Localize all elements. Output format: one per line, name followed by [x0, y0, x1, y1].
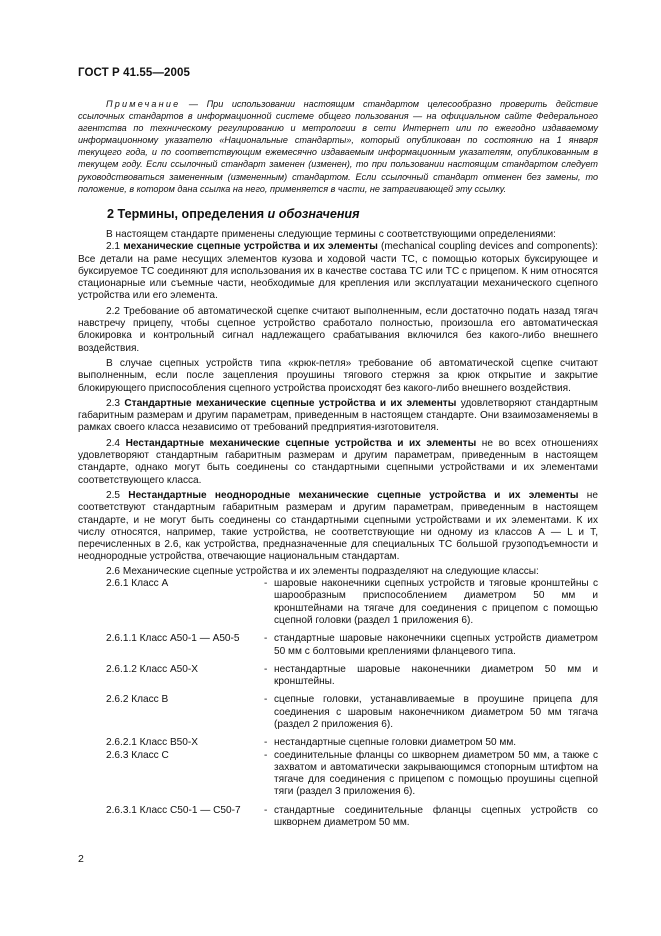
- note-text: — При использовании настоящим стандартом целесообразно проверить действие ссылочных стандартов в информационной системе общего пользования — на официальном сайте Федерального агентства по техническому регулированию и метрологии в сети Интернет или по ежегодно издаваемому информационному указателю «Национальные стандарты», который опубликован по состоянию на 1 января текущего года, и по соответствующим ежемесячно издаваемым информационным указателям, опубликованным в текущем году. Если ссылочный стандарт заменен (изменен), то при пользовании настоящим стандартом следует руководствоваться замененным (измененным) стандартом. Если ссылочный стандарт отменен без замены, то положение, в котором дана ссылка на него, применяется в части, не затрагивающей эту ссылку.: [78, 99, 598, 194]
- paragraph-number: 2.1: [106, 241, 124, 253]
- paragraph-number: 2.5: [106, 489, 129, 501]
- intro-paragraph: В настоящем стандарте применены следующие термины с соответствующими определениями:: [106, 229, 556, 240]
- list-dash: -: [264, 694, 268, 706]
- class-label: 2.6.3 Класс С: [106, 749, 169, 761]
- class-item: [78, 805, 598, 830]
- class-description: [264, 805, 598, 830]
- class-label: 2.6.1.1 Класс А50-1 — А50-5: [106, 633, 240, 645]
- class-description: [264, 633, 598, 658]
- class-item: [78, 694, 598, 731]
- term-2-1: механические сцепные устройства и их элементы: [123, 241, 378, 253]
- paragraph-2-2-continued: В случае сцепных устройств типа «крюк-петля» требование об автоматической сцепке считают выполненным, если после зацепления проушины тягового стержня за крюк открытие и закрытие блокирующего приспособления сцепного устройства происходят без какого-либо внешнего воздействия.: [78, 357, 598, 394]
- standard-code-header: ГОСТ Р 41.55—2005: [78, 67, 190, 79]
- class-label: 2.6.1.2 Класс А50-Х: [106, 663, 199, 675]
- list-dash: -: [264, 578, 268, 590]
- list-dash: -: [264, 663, 268, 675]
- definition-2-3: удовлетворяют стандартным габаритным размерам и другим параметрам, приведенным в настоящем стандарте. Они взаимозаменяемы в рамках своего класса независимо от требований предприятия-изготовителя.: [78, 397, 598, 434]
- class-label: 2.6.2 Класс В: [106, 694, 169, 706]
- definition-2-5: не соответствуют стандартным габаритным размерам и другим параметрам, приведенным в настоящем стандарте, и не могут быть соединены со стандартными сцепными устройствами и их элементами. К их числу относятся, например, такие устройства, не соответствующие ни одному из классов А — L и Т, перечисленных в 2.6, как устройства, предназначенные для специальных ТС большой грузоподъемности и неоднородные устройства, отвечающие национальным стандартам.: [78, 489, 598, 563]
- paragraph-2-2: 2.2 Требование об автоматической сцепке считают выполненным, если достаточно подать назад тягач навстречу прицепу, чтобы сцепное устройство сработало полностью, произошла его автоматическая блокировка и контрольный сигнал надлежащего срабатывания включился без какого-либо внешнего воздействия.: [78, 305, 598, 354]
- list-dash: -: [264, 633, 268, 645]
- paragraph-2-5: [78, 490, 598, 564]
- class-item: [78, 737, 598, 749]
- class-item: [78, 578, 598, 627]
- paragraph-number: 2.3: [106, 397, 125, 409]
- section-title: [107, 207, 360, 221]
- note-lead: Примечание: [106, 99, 181, 109]
- class-item: [78, 750, 598, 799]
- paragraph-2-3: [78, 398, 598, 435]
- term-2-3: Стандартные механические сцепные устройства и их элементы: [124, 397, 457, 409]
- list-dash: -: [264, 749, 268, 761]
- paragraph-2-4: [78, 438, 598, 487]
- class-description-text: нестандартные шаровые наконечники диаметром 50 мм и кронштейны.: [274, 663, 598, 688]
- page-number: 2: [78, 853, 84, 865]
- class-description: [264, 694, 598, 731]
- class-label: 2.6.2.1 Класс В50-Х: [106, 737, 199, 749]
- list-dash: -: [264, 737, 268, 749]
- class-description-text: соединительные фланцы со шкворнем диаметром 50 мм, а также с захватом и автоматически закрывающимся стопорным штифтом на тягаче для соединения с прицепом с помощью проушины сцепной тяги (раздел 3 приложения 6).: [274, 749, 598, 798]
- class-item: [78, 633, 598, 658]
- list-dash: -: [264, 804, 268, 816]
- definition-2-1: (mechanical coupling devices and components): Все детали на раме несущих элементов кузова и ходовой части ТС, с помощью которых буксирующее и буксируемое ТС соединяют для использования их в качестве состава ТС или ТС с прицепом. К ним относятся стационарные или съемные части, необходимые для крепления или эксплуатации механического сцепного устройства или его элемента.: [78, 241, 598, 302]
- section-title-main: 2 Термины, определения: [107, 207, 268, 221]
- class-description-text: сцепные головки, устанавливаемые в проушине прицепа для соединения с шаровым наконечником диаметром 50 мм тягача (раздел 2 приложения 6).: [274, 694, 598, 730]
- class-description-text: стандартные шаровые наконечники сцепных устройств диаметром 50 мм с болтовыми креплениями фланцевого типа.: [274, 633, 598, 657]
- class-description-text: стандартные соединительные фланцы сцепных устройств со шкворнем диаметром 50 мм.: [274, 804, 598, 829]
- section-title-italic: и обозначения: [267, 207, 360, 221]
- section-body: [78, 229, 598, 829]
- class-description-text: шаровые наконечники сцепных устройств и тяговые кронштейны с шарообразным приспособлением диаметром 50 мм и кронштейнами на тягаче для соединения с прицепом с помощью сцепной головки (раздел 1 приложения 6).: [274, 578, 598, 626]
- definition-2-4: не во всех отношениях удовлетворяют стандартным габаритным размерам и другим параметрам, приведенным в настоящем стандарте, однако могут быть соединены со стандартными сцепными устройствами и их элементами соответствующего класса.: [78, 437, 598, 486]
- class-description: [264, 578, 598, 627]
- note-paragraph: [78, 98, 598, 195]
- paragraph-2-6: 2.6 Механические сцепные устройства и их элементы подразделяют на следующие классы:: [106, 565, 539, 577]
- paragraph-2-1: [78, 241, 598, 302]
- class-description-text: нестандартные сцепные головки диаметром 50 мм.: [274, 737, 517, 749]
- class-item: [78, 664, 598, 689]
- term-2-5: Нестандартные неоднородные механические сцепные устройства и их элементы: [128, 489, 579, 501]
- class-description: [264, 750, 598, 799]
- class-label: 2.6.1 Класс А: [106, 578, 169, 590]
- class-description: [264, 664, 598, 689]
- class-label: 2.6.3.1 Класс С50-1 — С50-7: [106, 804, 241, 816]
- class-description: [264, 737, 598, 749]
- term-2-4: Нестандартные механические сцепные устройства и их элементы: [125, 437, 477, 449]
- paragraph-number: 2.4: [106, 437, 126, 449]
